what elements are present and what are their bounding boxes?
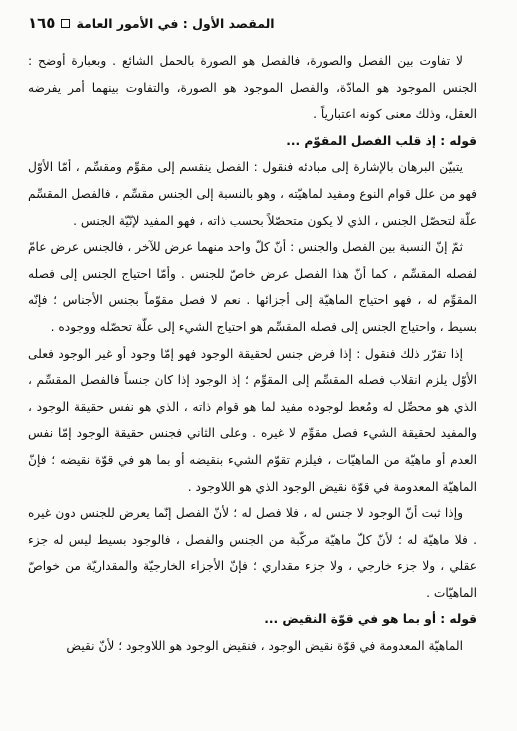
paragraph [28,48,477,128]
paragraph [28,341,477,501]
text-line: ليس له جزء عقلي ، ولا جزء خارجي ، ولا جزء مقداري ؛ فإنّ الأجزاء الخارجيّة [28,532,478,574]
paragraph [28,633,477,660]
page-number: ١٦٥ [28,14,56,32]
text-line: نقيضه ؛ فإنّ الماهيّة المعدومة في قوّة نقيض الوجود الذي هو اللاوجود . [28,452,477,494]
text-line: الماهيّة المعدومة في قوّة نقيض الوجود ، فنقيض الوجود هو اللاوجود ؛ لأنّ نقيض [66,639,463,654]
paragraph [28,234,477,340]
text-line: قوله : أو بما هو في قوّة النقيض ... [264,612,477,627]
paragraph [28,154,477,234]
page-body [28,48,477,660]
running-header-title: المقصد الأول : في الأمور العامة [76,16,275,31]
text-line: المقسِّم ، الذي هو محصِّل له ومُعط لوجوده مفيد لما هو قوام ذاته ، الذي هو نفس حقيقة [28,373,477,414]
text-line: الجنس الموجود هو المادّة، والفصل الموجود هو الصورة، والتفاوت بينهما أمر يفرضه [28,80,477,95]
text-line: فهو من علل قوام النوع ومفيد لماهيّته ، وهو بالنسبة إلى الجنس مقسِّم ، فالفصل المقسِّم [28,186,477,201]
paragraph [28,500,477,606]
commentary-heading [28,606,477,633]
text-line: إمّا نفس العدم أو ماهيّة من الماهيّات ، فيلزم تقوّم الشيء بنقيضه أو بما هو في قوّة [28,426,478,467]
text-line: قوله : إذ قلب الفصل المقوّم ... [286,133,477,148]
text-line: العقل، وذلك معنى كونه اعتبارياً . [313,107,477,122]
text-line: لا تفاوت بين الفصل والصورة، فالفصل هو الصورة بالحمل الشائع . وبعبارة أوضح : [28,54,463,68]
text-line: الأجناس ؛ فإنّه بسيط ، واحتياج الجنس إلى فصله المقسِّم هو احتياج الشيء إلى علّة [28,293,477,334]
text-line: ثمّ إنّ النسبة بين الفصل والجنس : أنّ كلّ واحد منهما عرض للآخر ، فالجنس [83,240,464,255]
commentary-heading [28,128,477,155]
text-line: يتبيّن البرهان بالإشارة إلى مبادئه فنقول : الفصل ينقسم إلى مقوِّم ومقسِّم ، أمّا الأوّل [28,160,463,175]
text-line: فعلى الأوّل يلزم انقلاب فصله المقسِّم إلى المقوِّم ؛ إذ الوجود إذا كان جنساً فالفصل [28,346,478,388]
text-line: إذا تقرّر ذلك فنقول : إذا فرض جنس لحقيقة الوجود فهو إمّا وجود أو غير الوجود [58,346,463,361]
running-header [28,14,477,40]
text-line: دون غيره . فلا ماهيّة له ؛ لأنّ كلّ ماهيّة مركّبة من الجنس والفصل ، فالوجود بسيط [28,506,478,547]
text-line: والمقداريّة من خواصّ الماهيّات . [28,559,477,600]
text-line: وإذا ثبت أنّ الوجود لا جنس له ، فلا فصل له ؛ لأنّ الفصل إنّما يعرض للجنس [79,506,463,521]
text-line: تحصّله ووجوده . [50,319,133,334]
square-separator-icon [61,19,70,28]
text-line: الجنس إلى فصله المقوِّم له ، فهو احتياج الماهيّة إلى أجزائها . نعم لا فصل مقوّماً بجنس [28,266,478,308]
text-line: عرض عامّ لفصله المقسِّم ، كما أنّ هذا الفصل عرض خاصّ للجنس . وأمّا احتياج [28,240,478,281]
text-line: علّة لتحصّل الجنس ، الذي لا يكون متحصّلاً بحسب ذاته ، فهو المفيد لإنّيّة الجنس . [73,213,477,228]
text-line: الوجود ، والمفيد لحقيقة الشيء فصل مقوِّم لا غيره . وعلى الثاني فجنس حقيقة الوجود [28,399,477,441]
